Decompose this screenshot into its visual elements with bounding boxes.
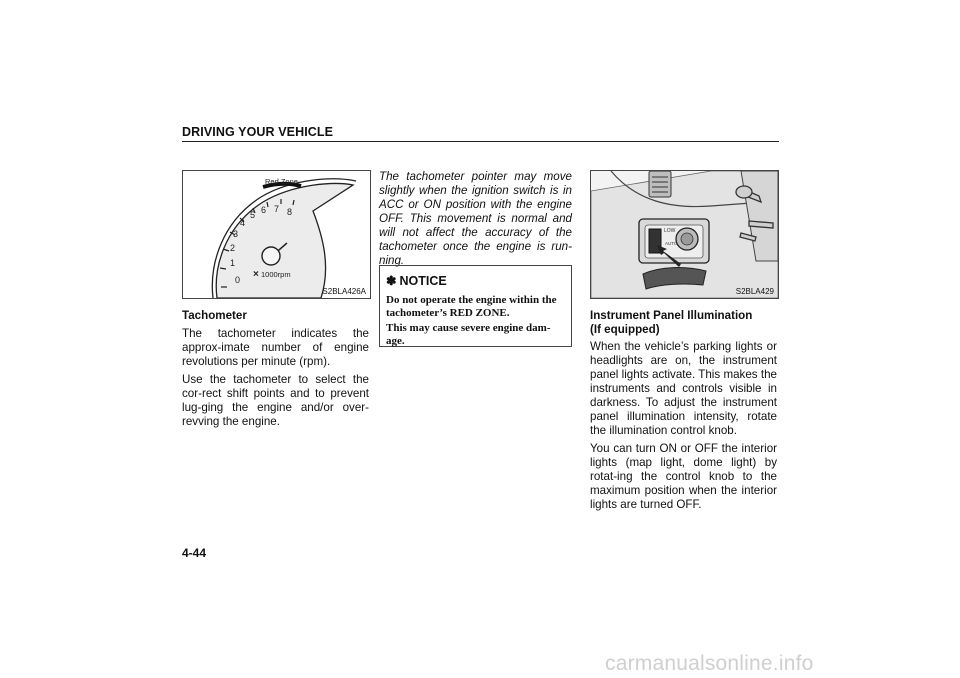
tachometer-paragraph-2: Use the tachometer to select the cor-rect shift points and to prevent lug-ging the engine and/or over-revving the engine. [182,373,369,428]
tachometer-note-text: The tachometer pointer may move slightly when the ignition switch is in ACC or ON position with the engine OFF. This movement is normal and will not affect the accuracy of the tachometer once the engine is run-ning. [379,170,572,267]
dashboard-illustration [591,171,778,298]
scale-label: 1000rpm [261,270,291,279]
tick-label-7: 7 [274,204,280,214]
notice-asterisk-icon: ✽ [386,274,397,288]
tachometer-section [182,309,369,433]
tachometer-figure [182,170,371,299]
page-number: 4-44 [182,546,207,560]
knob-low-label: LOW [664,228,676,234]
tick-label-8: 8 [287,207,293,217]
red-zone-label: Red Zone [265,177,298,186]
tick-label-3: 3 [233,229,239,239]
notice-line-2: This may cause severe engine dam-age. [386,322,551,347]
figure-code: S2BLA429 [735,287,774,296]
illumination-title-text: Instrument Panel Illumination [590,309,753,322]
tick-label-1: 1 [230,258,236,268]
tachometer-illustration [183,171,370,298]
tick-label-4: 4 [240,218,246,228]
figure-code: S2BLA426A [322,287,366,296]
tachometer-note [379,170,572,272]
header-rule [182,141,779,142]
watermark: carmanualsonline.info [605,652,814,675]
notice-heading [386,273,565,288]
illumination-paragraph-2: You can turn ON or OFF the interior lights (map light, dome light) by rotat-ing the control knob to the maximum position when the interior lights are turned OFF. [590,442,777,511]
panel-illumination-figure [590,170,779,299]
illumination-title [590,309,777,337]
notice-line-1: Do not operate the engine within the tachometer’s RED ZONE. [386,294,557,319]
illumination-paragraph-1: When the vehicle’s parking lights or headlights are on, the instrument panel lights activate. This makes the instruments and controls visible in darkness. To adjust the instrument panel illumination intensity, rotate the illumination control knob. [590,340,777,437]
knob-auto-label: AUTO [665,241,678,246]
notice-box [379,265,572,347]
scale-multiplier-symbol: × [253,269,259,280]
air-vent [649,171,671,197]
illumination-section [590,309,777,516]
tachometer-paragraph-1: The tachometer indicates the approx-imate number of engine revolutions per minute (rpm). [182,327,369,368]
section-header: DRIVING YOUR VEHICLE [182,125,334,139]
illumination-subtitle: (If equipped) [590,323,660,336]
tick-label-0: 0 [235,275,241,285]
notice-heading-text: NOTICE [399,273,447,288]
tick-label-2: 2 [230,243,236,253]
tachometer-title: Tachometer [182,309,247,322]
tick-label-6: 6 [261,205,267,215]
tick-label-5: 5 [250,210,256,220]
needle-hub [262,247,280,265]
